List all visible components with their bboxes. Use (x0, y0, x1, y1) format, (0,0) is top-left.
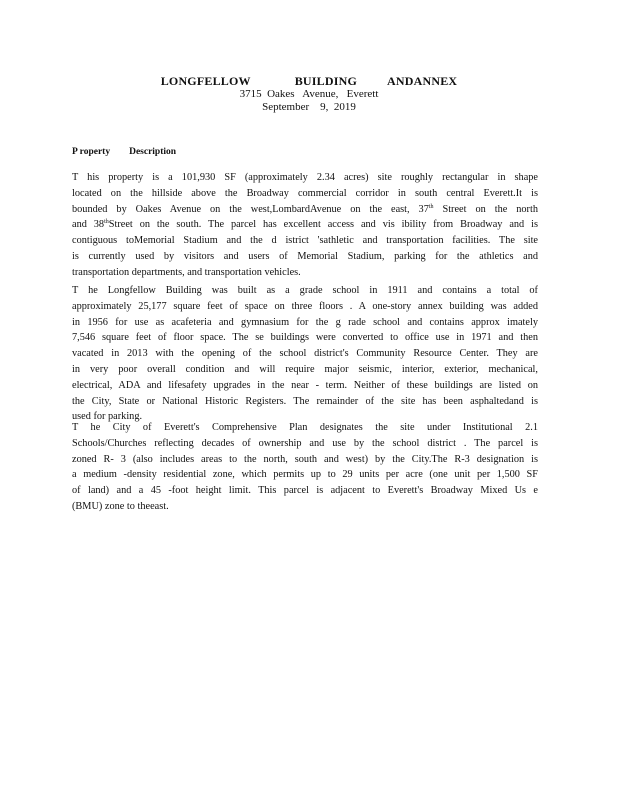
paragraph-line: T he City of Everett's Comprehensive Plan designates the site under Institutional 2.1 (72, 422, 538, 433)
paragraph-line: approximately 25,177 square feet of space on three floors . A one-story annex building was added (72, 300, 538, 312)
superscript: th (428, 203, 434, 210)
paragraph-line: bounded by Oakes Avenue on the west,LombardAvenue on the east, 37th Street on the north (72, 203, 538, 215)
paragraph-line: a medium -density residential zone, which permits up to 29 units per acre (one unit per 1,500 SF (72, 469, 538, 481)
paragraph-line: zoned R- 3 (also includes areas to the north, south and west) by the City.The R-3 designation is (72, 453, 538, 465)
paragraph-line: located on the hillside above the Broadway commercial corridor in south central Everett.It is (72, 187, 538, 199)
superscript: th (104, 219, 109, 226)
paragraph-property (72, 170, 538, 281)
paragraph-line: 7,546 square feet of floor space. The se buildings were converted to office use in 1971 and then (72, 332, 538, 344)
paragraph-line: Schools/Churches reflecting decades of ownership and use by the school district . The parcel is (72, 437, 538, 449)
paragraph-line: and 38thStreet on the south. The parcel has excellent access and vis ibility from Broadway and is (72, 219, 538, 231)
paragraph-line: vacated in 2013 with the opening of the school district's Community Resource Center. They are (72, 348, 538, 360)
paragraph-zoning (72, 420, 538, 515)
paragraph-line: transportation departments, and transportation vehicles. (72, 266, 301, 278)
paragraph-line: electrical, ADA and lifesafety upgrades in the near - term. Neither of these buildings are listed on (72, 379, 538, 391)
paragraph-building (72, 283, 538, 425)
title-part-2: BUILDING (294, 74, 357, 88)
document-date: September 9, 2019 (262, 101, 356, 113)
paragraph-line: is currently used by visitors and users of Memorial Stadium, parking for the athletics and (72, 250, 538, 262)
title-part-3: ANDANNEX (387, 74, 458, 88)
paragraph-line: of land) and a 45 -foot height limit. This parcel is adjacent to Everett's Broadway Mixed Us e (72, 485, 538, 497)
title-part-1: LONGFELLOW (160, 74, 251, 88)
paragraph-line: in very poor overall condition and will require major seismic, interior, exterior, mechanical, (72, 363, 538, 375)
document-title (0, 74, 618, 88)
paragraph-line: used for parking. (72, 411, 143, 423)
paragraph-line: the City, State or National Historic Registers. The remainder of the site has been asphaltedand is (72, 395, 538, 407)
document-address: 3715 Oakes Avenue, Everett (239, 88, 379, 100)
paragraph-line: T he Longfellow Building was built as a grade school in 1911 and contains a total of (72, 285, 538, 296)
document-header (0, 74, 618, 114)
paragraph-line: contiguous toMemorial Stadium and the d istrict 'sathletic and transportation facilities. The site (72, 235, 538, 247)
section-heading: P roperty Description (72, 147, 177, 157)
paragraph-line: T his property is a 101,930 SF (approximately 2.34 acres) site roughly rectangular in shape (72, 172, 538, 183)
paragraph-line: (BMU) zone to theeast. (72, 500, 169, 512)
paragraph-line: in 1956 for use as acafeteria and gymnasium for the g rade school and contains approx imately (72, 316, 538, 328)
